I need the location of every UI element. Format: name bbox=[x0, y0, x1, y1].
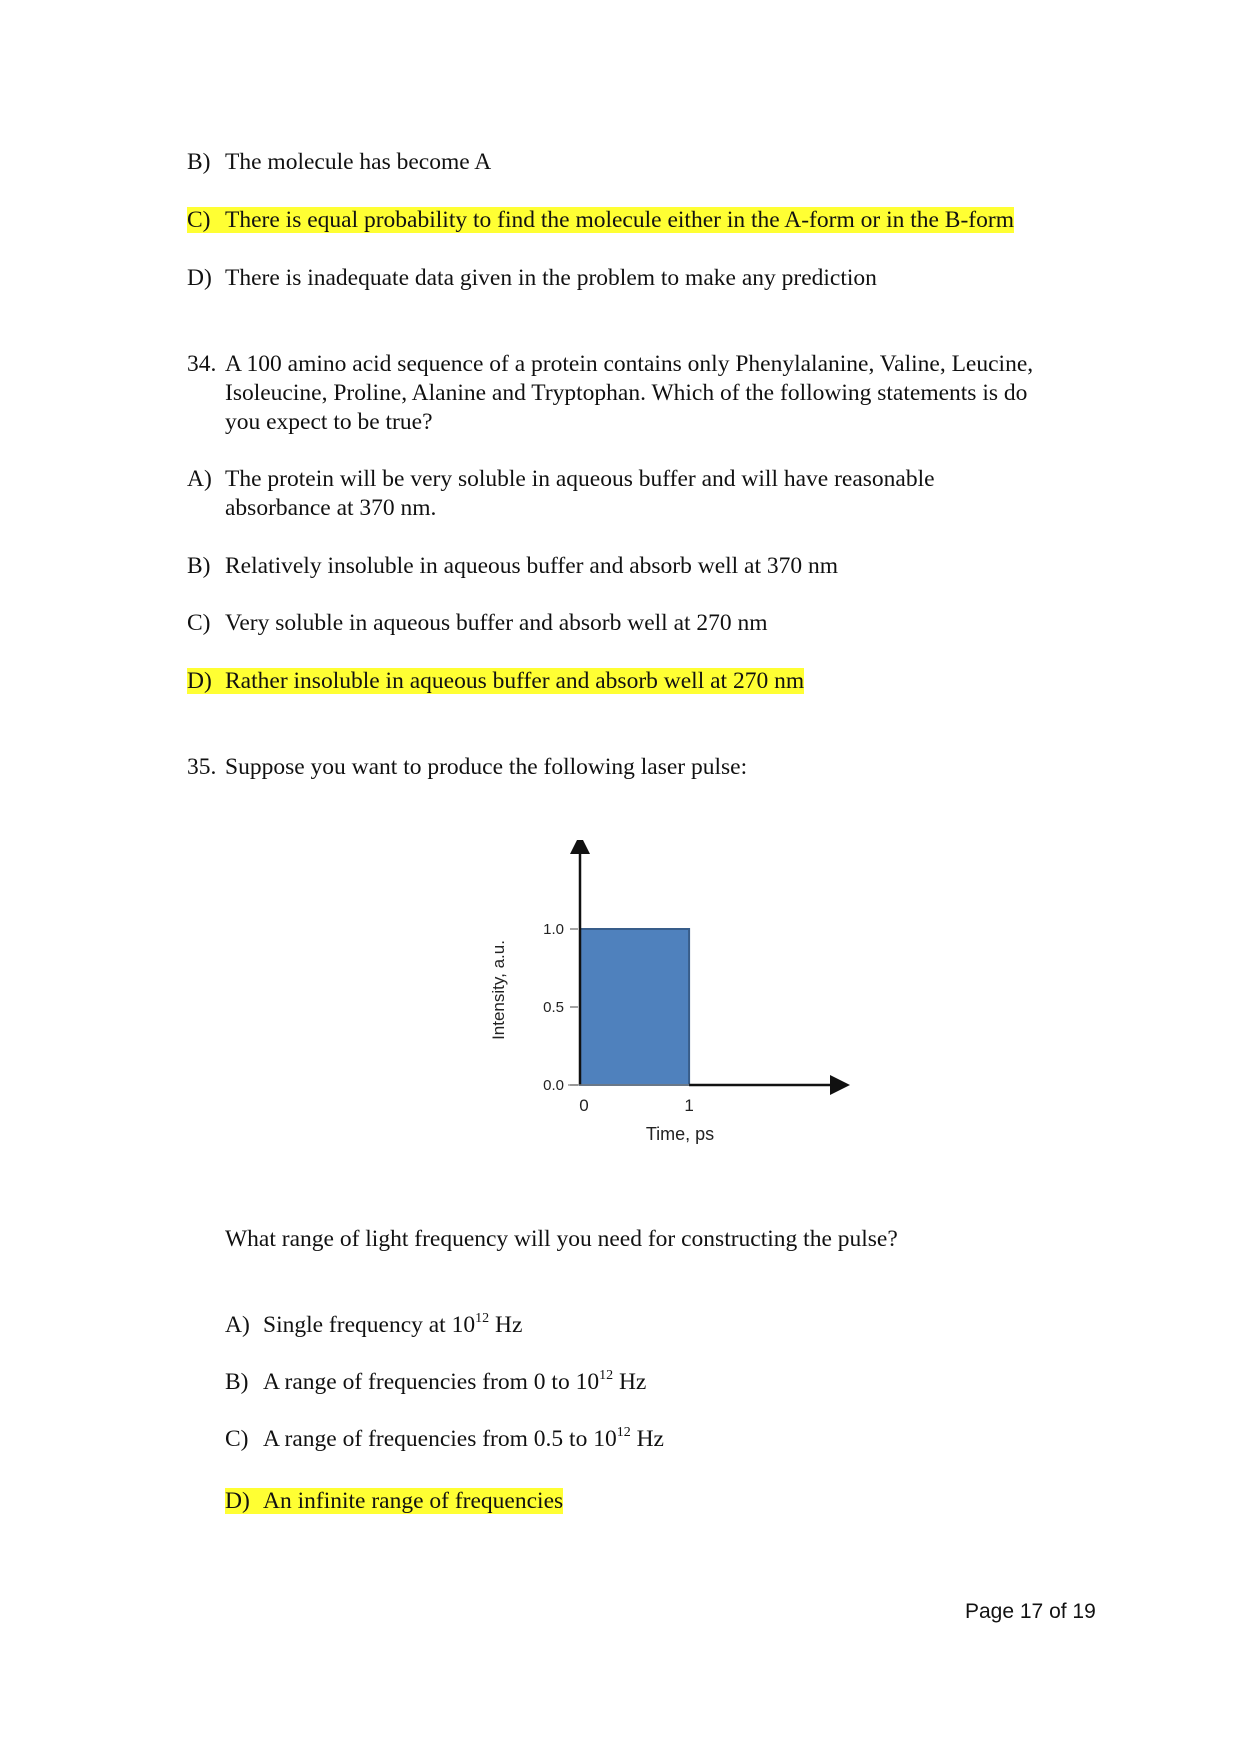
exponent: 12 bbox=[599, 1368, 614, 1383]
option-text: There is inadequate data given in the problem to make any prediction bbox=[225, 265, 877, 291]
question-number: 35. bbox=[187, 754, 217, 780]
option-text: There is equal probability to find the molecule either in the A-form or in the B-form bbox=[225, 207, 1014, 233]
q34-stem-line3: you expect to be true? bbox=[225, 409, 433, 435]
option-label: A) bbox=[225, 1312, 250, 1338]
q35-option-b bbox=[225, 1368, 646, 1397]
q33-option-d bbox=[187, 264, 877, 293]
option-label: B) bbox=[225, 1369, 249, 1395]
x-tick-label: 1 bbox=[684, 1096, 694, 1115]
option-text: Single frequency at 10 bbox=[263, 1312, 476, 1338]
q35-option-a bbox=[225, 1311, 522, 1340]
option-label: D) bbox=[225, 1488, 250, 1514]
q35-option-c bbox=[225, 1425, 664, 1454]
option-text: A range of frequencies from 0.5 to 10 bbox=[263, 1426, 617, 1452]
y-axis-label: Intensity, a.u. bbox=[489, 940, 508, 1040]
option-text: Relatively insoluble in aqueous buffer and absorb well at 370 nm bbox=[225, 553, 839, 579]
y-tick-label: 1.0 bbox=[543, 921, 564, 938]
x-tick-label: 0 bbox=[579, 1096, 589, 1115]
option-label: B) bbox=[187, 553, 211, 579]
pulse-area bbox=[580, 929, 689, 1085]
q34-option-c bbox=[187, 609, 768, 638]
option-text: An infinite range of frequencies bbox=[263, 1488, 564, 1514]
q34-option-d-highlighted bbox=[187, 667, 804, 696]
option-text: Very soluble in aqueous buffer and absorb well at 270 nm bbox=[225, 610, 768, 636]
q34-option-b bbox=[187, 552, 838, 581]
option-text: Rather insoluble in aqueous buffer and absorb well at 270 nm bbox=[225, 668, 805, 694]
option-label: A) bbox=[187, 466, 212, 492]
stem-text: A 100 amino acid sequence of a protein contains only Phenylalanine, Valine, Leucine, bbox=[225, 351, 1034, 377]
option-label: D) bbox=[187, 668, 212, 694]
exponent: 12 bbox=[475, 1311, 490, 1326]
q35-option-d-highlighted bbox=[225, 1487, 563, 1516]
q33-option-b bbox=[187, 148, 491, 177]
option-text: The molecule has become A bbox=[225, 149, 492, 175]
option-label: B) bbox=[187, 149, 211, 175]
option-label: C) bbox=[187, 207, 211, 233]
q34-stem-line2: Isoleucine, Proline, Alanine and Tryptophan. Which of the following statements is do bbox=[225, 380, 1028, 406]
y-tick-label: 0.0 bbox=[543, 1077, 564, 1094]
option-label: D) bbox=[187, 265, 212, 291]
option-text: A range of frequencies from 0 to 10 bbox=[263, 1369, 600, 1395]
y-tick-label: 0.5 bbox=[543, 999, 564, 1016]
q34-stem-line1 bbox=[187, 350, 1033, 379]
laser-pulse-chart bbox=[470, 840, 850, 1170]
q34-option-a-line1 bbox=[187, 465, 935, 494]
x-axis-label: Time, ps bbox=[645, 1124, 715, 1144]
q35-stem bbox=[187, 753, 747, 782]
option-label: C) bbox=[225, 1426, 249, 1452]
unit: Hz bbox=[630, 1426, 664, 1452]
q33-option-c-highlighted bbox=[187, 206, 1014, 235]
page-number: Page 17 of 19 bbox=[965, 1600, 1096, 1623]
q34-option-a-line2: absorbance at 370 nm. bbox=[225, 495, 437, 521]
exponent: 12 bbox=[616, 1425, 631, 1440]
question-number: 34. bbox=[187, 351, 217, 377]
option-label: C) bbox=[187, 610, 211, 636]
unit: Hz bbox=[613, 1369, 647, 1395]
option-text: The protein will be very soluble in aqueous buffer and will have reasonable bbox=[225, 466, 935, 492]
q35-question: What range of light frequency will you need for constructing the pulse? bbox=[225, 1226, 898, 1252]
unit: Hz bbox=[489, 1312, 523, 1338]
stem-text: Suppose you want to produce the following laser pulse: bbox=[225, 754, 748, 780]
